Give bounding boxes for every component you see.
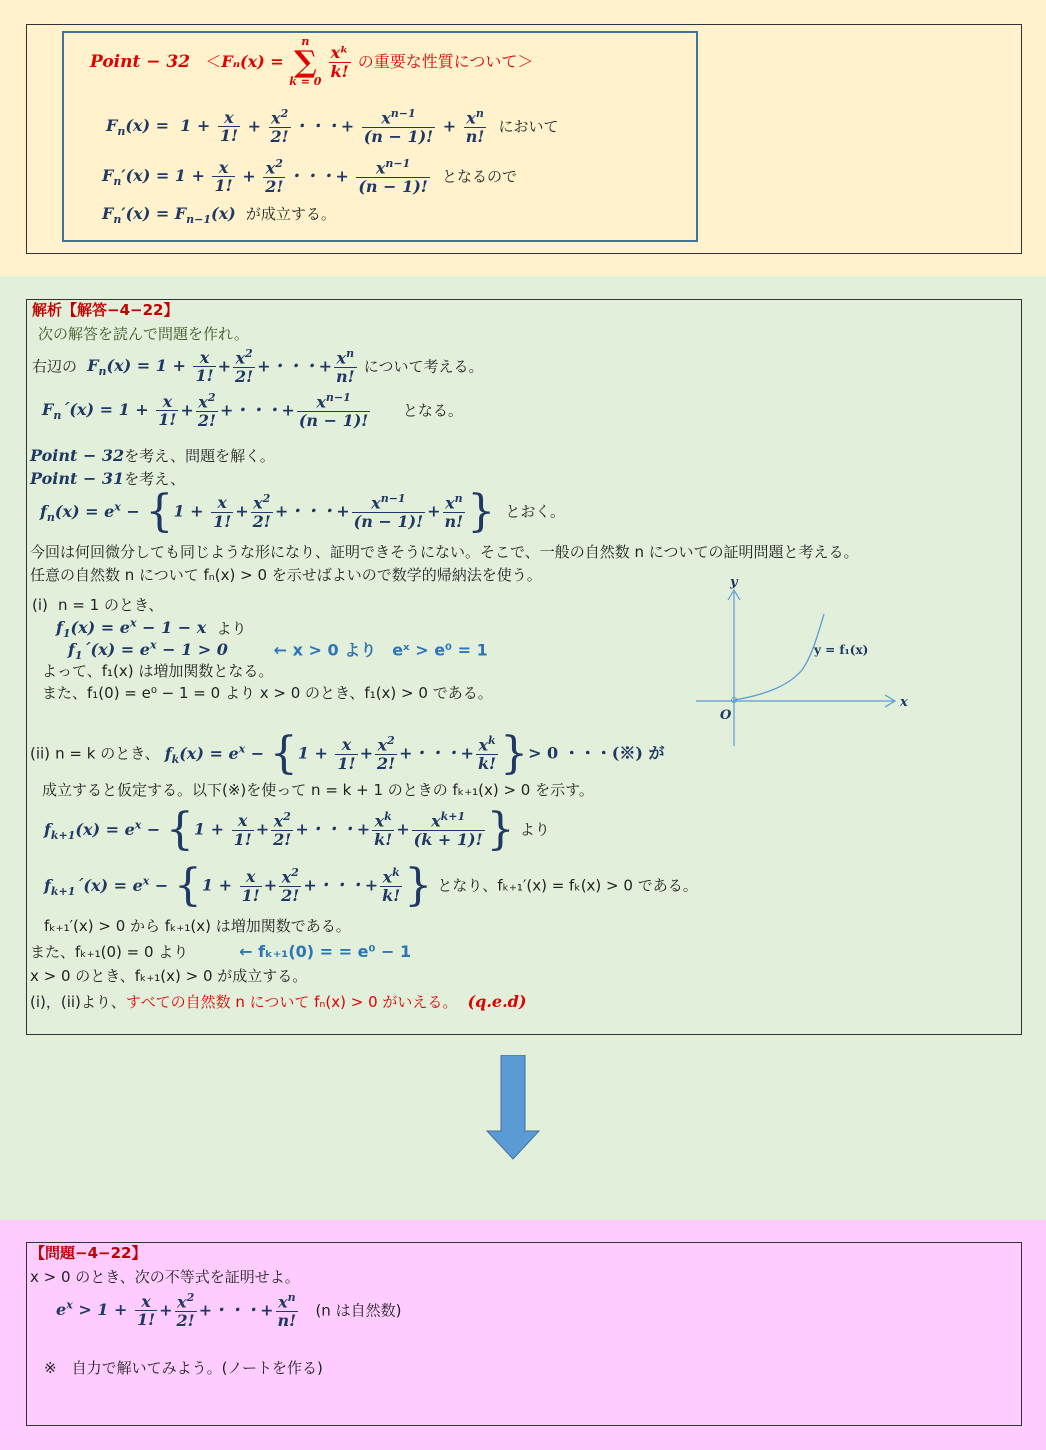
case2-assume: 成立すると仮定する。以下(※)を使って n = k + 1 のときの fₖ₊₁(x) > 0 を示す。: [42, 781, 594, 799]
case1-note: ← x > 0 より eˣ > e⁰ = 1: [273, 640, 488, 660]
case1-also: また、f₁(0) = e⁰ − 1 = 0 より x > 0 のとき、f₁(x) > 0 である。: [42, 684, 493, 702]
analysis-intro: 次の解答を読んで問題を作れ。: [38, 325, 249, 343]
problem-inequality: $e^x > 1$ + $\frac{x}{1!}$ + $\frac{x^2}{2!}$ +・・・+ $\frac{x^n}{n!}$ (n は自然数): [56, 1291, 402, 1330]
analysis-para1: 今回は何回微分しても同じような形になり、証明できそうにない。そこで、一般の自然数 n についての証明問題と考える。: [30, 543, 859, 561]
analysis-fn-def: $f_n(x) = e^x - \{1$ + $\frac{x}{1!}$ + $\frac{x^2}{2!}$ +・・・+ $\frac{x^{n-1}}{(n - 1)!}$ + $\frac{x^n}{n!}$ } とおく。: [40, 486, 566, 537]
case2-increasing: fₖ₊₁′(x) > 0 から fₖ₊₁(x) は増加関数である。: [44, 917, 351, 935]
case2-note: ← fₖ₊₁(0) = = e⁰ − 1: [239, 942, 412, 961]
x-label: x: [900, 695, 908, 710]
curve-label: y = f₁(x): [814, 643, 869, 657]
curve-f1: [734, 614, 824, 700]
point-line1: $F_n(x) = 1$ + $\frac{x}{1!}$ + $\frac{x^2}{2!}$ ・・・+ $\frac{x^{n-1}}{(n - 1)!}$ + $\frac{x^n}{n!}$ において: [106, 107, 559, 146]
case1-cond: (i) n = 1 のとき、: [32, 596, 164, 614]
problem-self-note: ※ 自力で解いてみよう。(ノートを作る): [44, 1359, 323, 1377]
case2-cond: (ii) n = k のとき、 $f_k(x) = e^x - \{1$ + $\frac{x}{1!}$ + $\frac{x^2}{2!}$ +・・・+ $\frac{x^k}{k!}$ }> 0 ・・・(※) が: [30, 728, 665, 779]
graph-f1: [690, 574, 920, 749]
case2-fk1-derivative: $f_{k+1}´(x) = e^x - \{1$ + $\frac{x}{1!}$ + $\frac{x^2}{2!}$ +・・・+ $\frac{x^k}{k!}$ } となり、fₖ₊₁′(x) = fₖ(x) > 0 である。: [44, 860, 698, 911]
case1-increasing: よって、f₁(x) は増加関数となる。: [42, 662, 274, 680]
case2-then: x > 0 のとき、fₖ₊₁(x) > 0 が成立する。: [30, 967, 308, 985]
case2-fk1: $f_{k+1}(x) = e^x - \{1$ + $\frac{x}{1!}$ + $\frac{x^2}{2!}$ +・・・+ $\frac{x^k}{k!}$ + $\frac{x^{k+1}}{(k + 1)!}$ } より: [44, 804, 550, 855]
point-label: Point − 32: [90, 51, 191, 72]
conclusion: (i)，(ii)より、すべての自然数 n について fₙ(x) > 0 がいえる。 (q.e.d): [30, 992, 527, 1011]
origin-label: O: [720, 708, 732, 723]
problem-header: 【問題−4−22】: [30, 1244, 147, 1262]
case1-f1: $f_1(x) = e^x - 1 - x$ より: [56, 617, 247, 641]
y-label: y: [730, 575, 738, 590]
analysis-header: 解析【解答−4−22】: [32, 301, 179, 319]
analysis-para2: 任意の自然数 n について fₙ(x) > 0 を示せばよいので数学的帰納法を使う。: [30, 566, 542, 584]
point-line2: $F_n'(x) = 1$ + $\frac{x}{1!}$ + $\frac{x^2}{2!}$ ・・・+ $\frac{x^{n-1}}{(n - 1)!}$ となるので: [102, 157, 517, 196]
down-arrow-icon: [485, 1055, 541, 1161]
case2-also: また、fₖ₊₁(0) = 0 より ← fₖ₊₁(0) = = e⁰ − 1: [30, 942, 412, 961]
sum-symbol: n ∑ k = 0: [289, 35, 322, 88]
problem-cond: x > 0 のとき、次の不等式を証明せよ。: [30, 1268, 300, 1286]
analysis-line-derivative: $F_n´(x) = 1$ + $\frac{x}{1!}$ + $\frac{x^2}{2!}$ +・・・+ $\frac{x^{n-1}}{(n - 1)!}$ となる。: [42, 391, 463, 430]
case1-f1-derivative: $f_1´(x) = e^x - 1 > 0$ ← x > 0 より eˣ > e⁰ = 1: [68, 639, 488, 663]
analysis-p32: Point − 32を考え、問題を解く。: [30, 446, 275, 465]
point-line3: $F_n'(x) = F_{n-1}(x)$ が成立する。: [102, 204, 336, 227]
analysis-line-right-side: 右辺の $F_n(x) = 1$ + $\frac{x}{1!}$ + $\frac{x^2}{2!}$ +・・・+ $\frac{x^n}{n!}$ について考える。: [32, 347, 484, 386]
sum-fraction: $\frac{\text{xᵏ}}{k!}$: [330, 43, 349, 81]
analysis-p31: Point − 31を考え、: [30, 469, 186, 488]
point-title: Point − 32 ＜Fₙ(x) = n ∑ k = 0 $\frac{\text{xᵏ}}{k!}$ の重要な性質について＞: [90, 35, 534, 88]
